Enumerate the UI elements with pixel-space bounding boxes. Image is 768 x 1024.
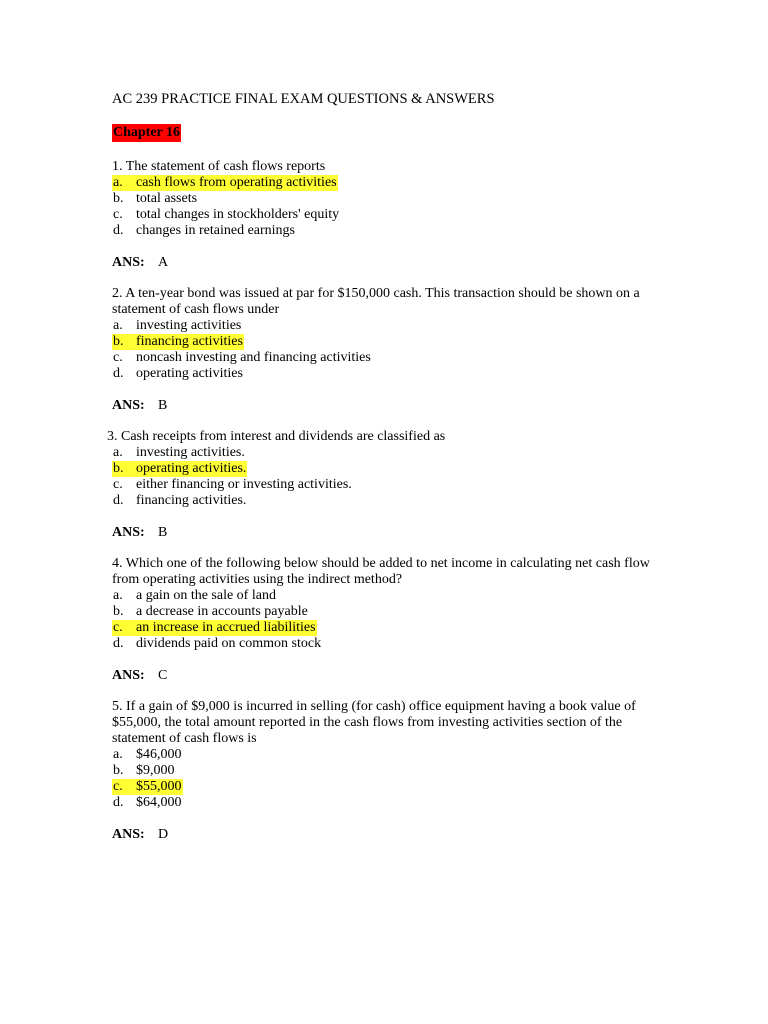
option-text: operating activities: [136, 366, 243, 381]
answer-options: [112, 445, 647, 509]
answer-value: B: [158, 525, 168, 540]
highlighted-option: [112, 334, 244, 350]
option-letter: d.: [113, 493, 124, 508]
answer-value: A: [158, 255, 169, 270]
answer-label: ANS:: [112, 525, 145, 540]
question-stem: 4. Which one of the following below should be added to net income in calculating net cash flow from operating activities using the indirect method?: [112, 556, 650, 587]
option-2: [112, 334, 652, 350]
answer-line: [112, 255, 652, 271]
option-2: [112, 461, 647, 477]
question-5: [112, 699, 652, 843]
question-stem: 2. A ten-year bond was issued at par for $150,000 cash. This transaction should be shown on a statement of cash flows under: [112, 286, 640, 317]
option-2: [112, 604, 652, 620]
highlighted-option: [112, 779, 183, 795]
document-title: AC 239 PRACTICE FINAL EXAM QUESTIONS & ANSWERS: [112, 91, 495, 107]
answer-options: [112, 588, 652, 652]
option-4: [112, 795, 652, 811]
option-1: [112, 747, 652, 763]
option-text: total assets: [136, 191, 198, 206]
option-content: [112, 747, 183, 763]
option-content: [112, 350, 372, 366]
question-2: [112, 286, 652, 414]
highlighted-option: [112, 620, 317, 636]
option-text: a gain on the sale of land: [136, 588, 276, 603]
chapter-heading: Chapter 16: [113, 125, 181, 140]
option-letter: c.: [113, 477, 123, 492]
option-4: [112, 493, 647, 509]
option-letter: a.: [113, 445, 123, 460]
option-1: [112, 318, 652, 334]
option-letter: d.: [113, 223, 124, 238]
option-text: total changes in stockholders' equity: [136, 207, 340, 222]
option-text: investing activities: [136, 318, 242, 333]
option-letter: b.: [113, 763, 124, 778]
answer-value: B: [158, 398, 168, 413]
question-4: [112, 556, 652, 684]
option-3: [112, 620, 652, 636]
option-content: [112, 493, 247, 509]
option-letter: a.: [113, 747, 123, 762]
answer-label: ANS:: [112, 255, 145, 270]
option-content: [112, 636, 322, 652]
option-text: an increase in accrued liabilities: [136, 620, 316, 635]
answer-label: ANS:: [112, 398, 145, 413]
option-3: [112, 207, 652, 223]
answer-line: [112, 827, 652, 843]
answer-label: ANS:: [112, 668, 145, 683]
option-2: [112, 763, 652, 779]
answer-options: [112, 175, 652, 239]
option-letter: a.: [113, 318, 123, 333]
answer-value: D: [158, 827, 169, 842]
option-content: [112, 477, 353, 493]
question-stem: 3. Cash receipts from interest and dividends are classified as: [107, 429, 446, 444]
option-letter: b.: [113, 604, 124, 619]
option-letter: d.: [113, 795, 124, 810]
option-1: [112, 175, 652, 191]
option-text: $64,000: [136, 795, 182, 810]
answer-value: C: [158, 668, 168, 683]
highlighted-option: [112, 461, 247, 477]
option-text: financing activities.: [136, 493, 247, 508]
option-text: dividends paid on common stock: [136, 636, 322, 651]
option-letter: c.: [113, 620, 123, 635]
option-1: [112, 588, 652, 604]
option-4: [112, 366, 652, 382]
option-3: [112, 779, 652, 795]
highlighted-option: [112, 175, 338, 191]
option-2: [112, 191, 652, 207]
option-letter: b.: [113, 191, 124, 206]
option-letter: d.: [113, 636, 124, 651]
option-letter: c.: [113, 350, 123, 365]
option-content: [112, 445, 246, 461]
option-content: [112, 207, 340, 223]
question-1: [112, 159, 652, 271]
option-text: operating activities.: [136, 461, 247, 476]
answer-options: [112, 318, 652, 382]
option-text: a decrease in accounts payable: [136, 604, 308, 619]
option-content: [112, 795, 183, 811]
option-content: [112, 223, 296, 239]
option-text: cash flows from operating activities: [136, 175, 337, 190]
question-stem: 1. The statement of cash flows reports: [112, 159, 326, 174]
answer-label: ANS:: [112, 827, 145, 842]
option-letter: d.: [113, 366, 124, 381]
option-content: [112, 191, 198, 207]
option-content: [112, 763, 176, 779]
answer-options: [112, 747, 652, 811]
option-text: financing activities: [136, 334, 243, 349]
option-content: [112, 318, 242, 334]
option-letter: c.: [113, 779, 123, 794]
option-text: either financing or investing activities.: [136, 477, 352, 492]
option-4: [112, 636, 652, 652]
option-letter: b.: [113, 461, 124, 476]
option-content: [112, 604, 309, 620]
option-letter: a.: [113, 588, 123, 603]
option-text: noncash investing and financing activities: [136, 350, 371, 365]
option-letter: a.: [113, 175, 123, 190]
question-stem: 5. If a gain of $9,000 is incurred in selling (for cash) office equipment having a book value of $55,000, the total amount reported in the cash flows from investing activities section of the statement of cash flows is: [112, 699, 636, 746]
answer-line: [112, 668, 652, 684]
option-1: [112, 445, 647, 461]
option-text: $9,000: [136, 763, 175, 778]
option-3: [112, 350, 652, 366]
option-3: [112, 477, 647, 493]
option-content: [112, 366, 244, 382]
option-letter: b.: [113, 334, 124, 349]
option-text: changes in retained earnings: [136, 223, 295, 238]
option-4: [112, 223, 652, 239]
answer-line: [112, 398, 652, 414]
option-content: [112, 588, 277, 604]
option-text: $46,000: [136, 747, 182, 762]
option-text: $55,000: [136, 779, 182, 794]
question-3: [107, 429, 647, 541]
option-text: investing activities.: [136, 445, 245, 460]
answer-line: [112, 525, 647, 541]
option-letter: c.: [113, 207, 123, 222]
